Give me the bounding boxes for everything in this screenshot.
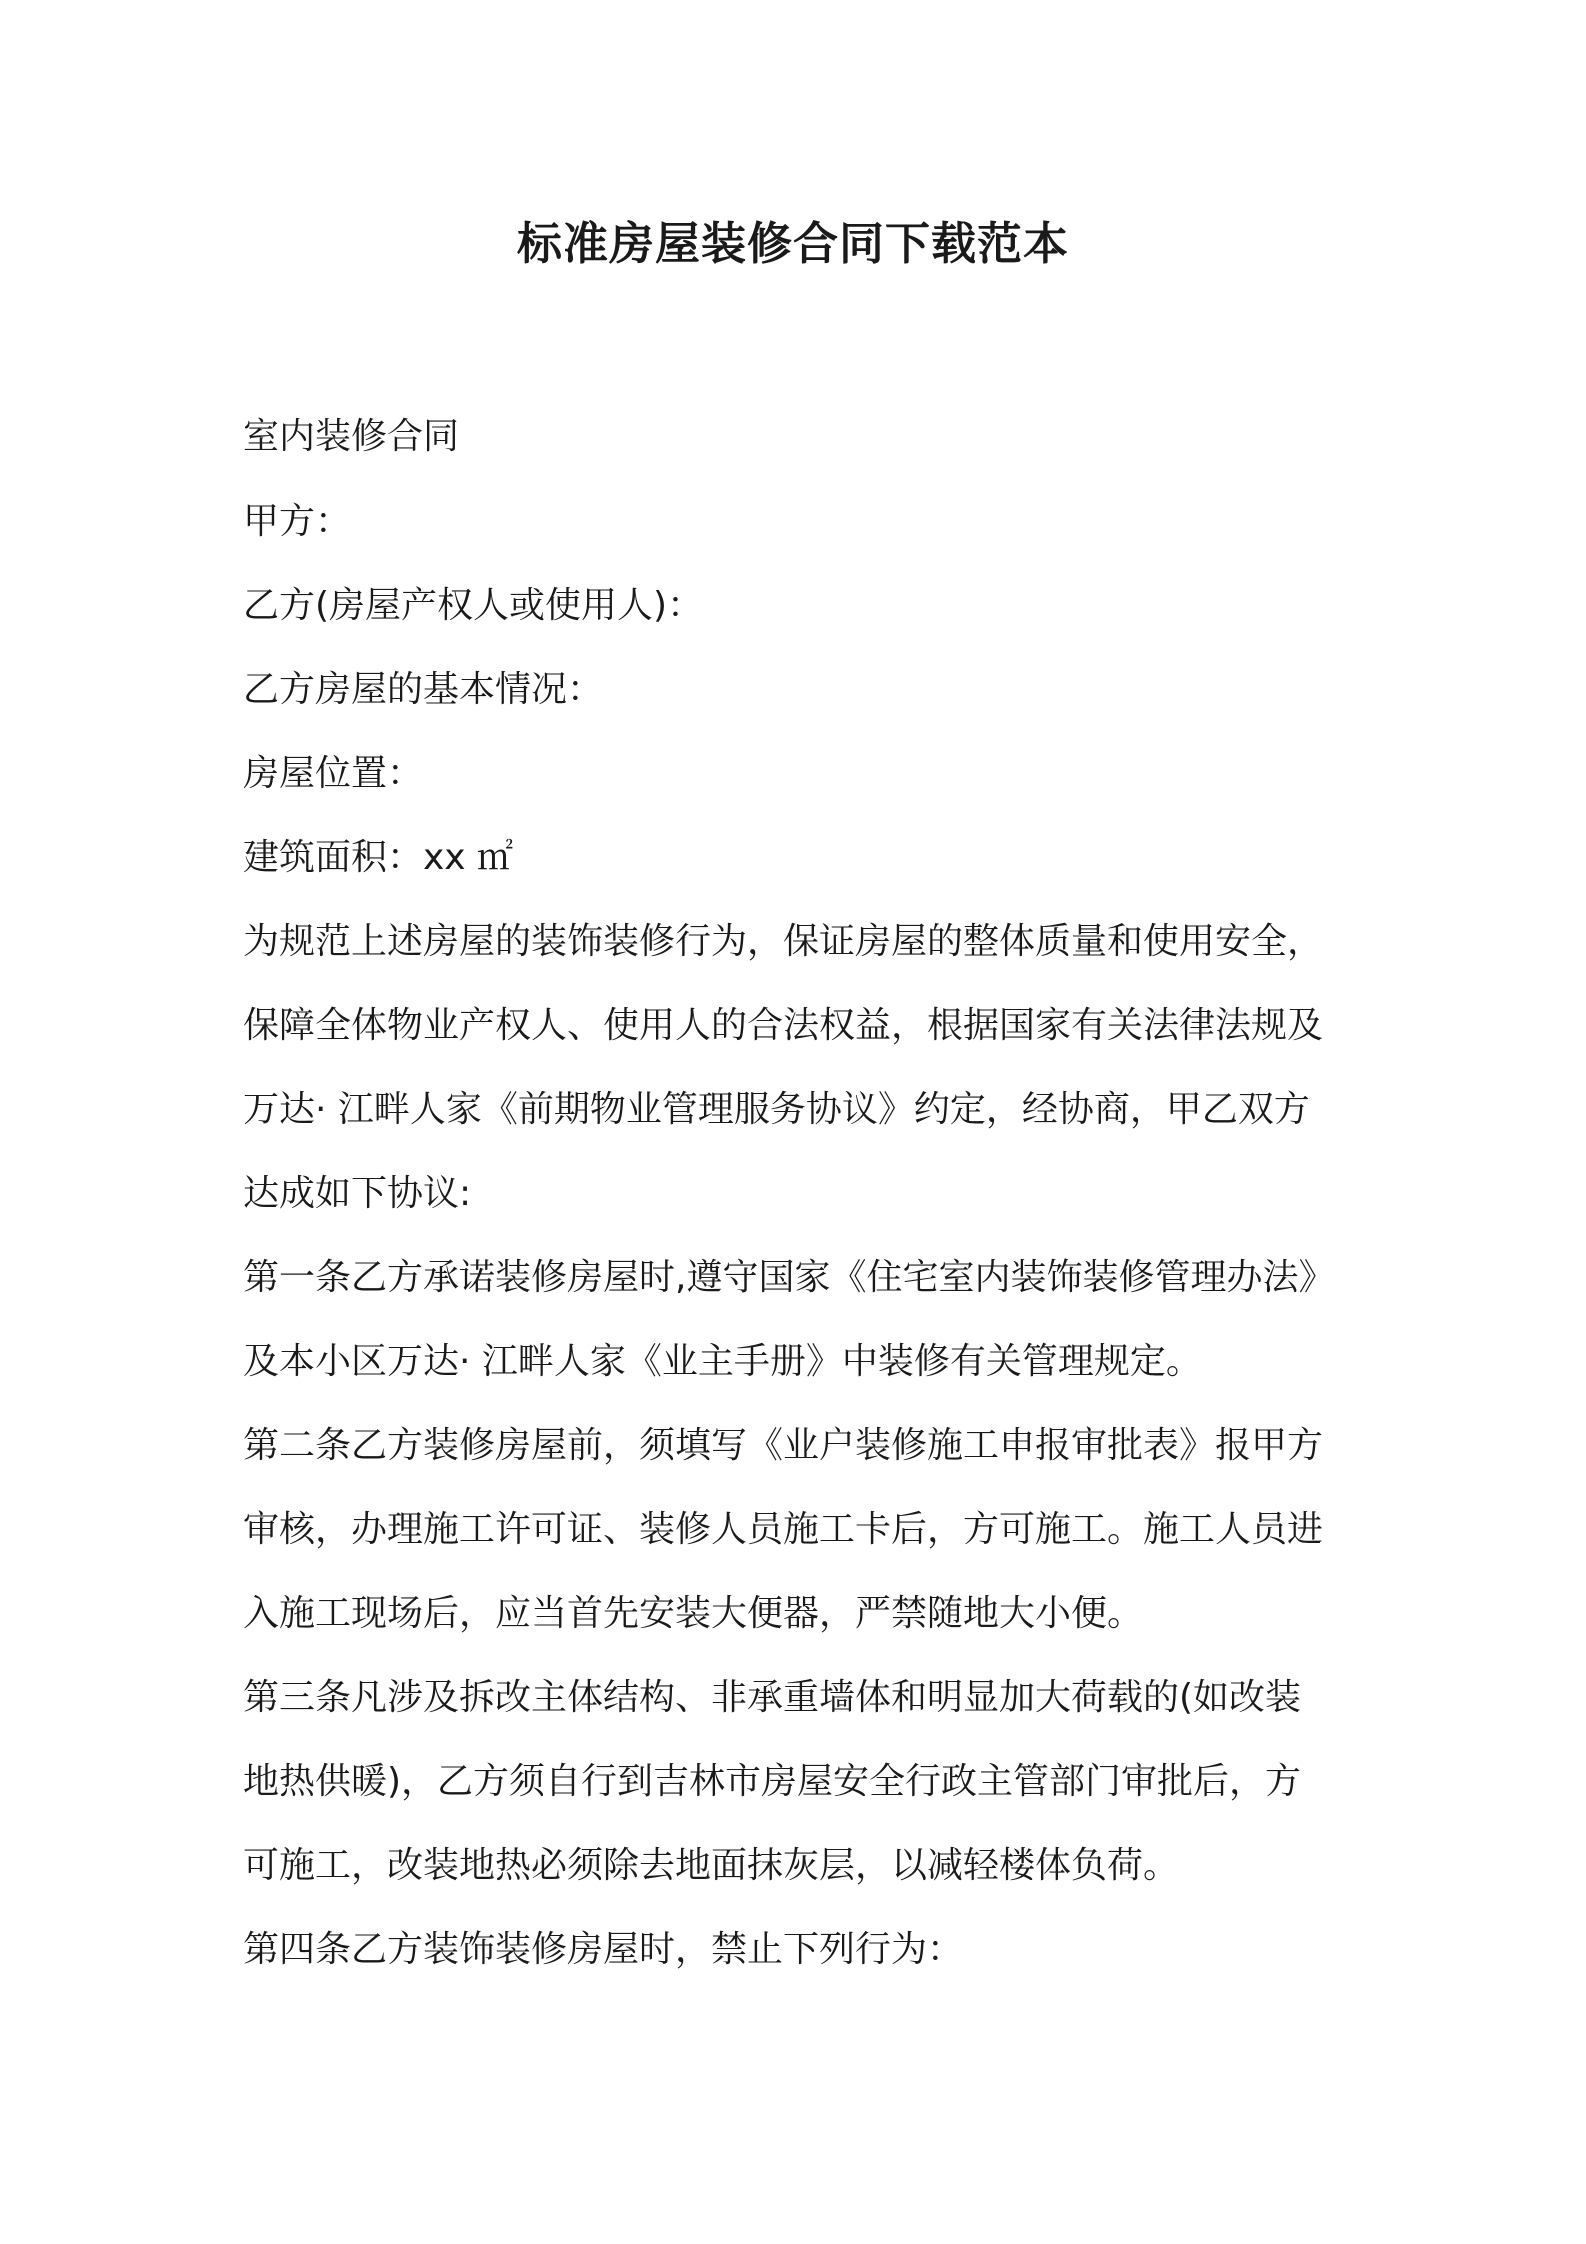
- paragraph-line: 保障全体物业产权人、使用人的合法权益，根据国家有关法律法规及: [243, 1005, 1324, 1046]
- house-info-line: 乙方房屋的基本情况：: [243, 669, 604, 710]
- paragraph-line: 万达· 江畔人家《前期物业管理服务协议》约定，经协商，甲乙双方: [243, 1089, 1310, 1130]
- article-2-line: 入施工现场后，应当首先安装大便器，严禁随地大小便。: [243, 1593, 1144, 1634]
- party-a-line: 甲方：: [243, 501, 352, 542]
- article-3-line: 可施工，改装地热必须除去地面抹灰层，以减轻楼体负荷。: [243, 1845, 1180, 1886]
- house-location-line: 房屋位置：: [243, 753, 424, 794]
- document-title: 标准房屋装修合同下载范本: [516, 217, 1069, 270]
- article-1-line: 第一条乙方承诺装修房屋时,遵守国家《住宅室内装饰装修管理办法》: [243, 1257, 1335, 1298]
- paragraph-line: 为规范上述房屋的装饰装修行为，保证房屋的整体质量和使用安全，: [243, 921, 1324, 962]
- building-area-line: 建筑面积：xx ㎡: [243, 837, 514, 878]
- article-2-line: 审核，办理施工许可证、装修人员施工卡后，方可施工。施工人员进: [243, 1509, 1324, 1550]
- paragraph-line: 达成如下协议:: [243, 1173, 472, 1214]
- article-2-line: 第二条乙方装修房屋前，须填写《业户装修施工申报审批表》报甲方: [243, 1425, 1324, 1466]
- article-3-line: 地热供暖)，乙方须自行到吉林市房屋安全行政主管部门审批后，方: [243, 1761, 1302, 1802]
- article-4-line: 第四条乙方装饰装修房屋时，禁止下列行为：: [243, 1929, 964, 1970]
- contract-heading: 室内装修合同: [243, 416, 460, 457]
- article-1-line: 及本小区万达· 江畔人家《业主手册》中装修有关管理规定。: [243, 1341, 1202, 1382]
- article-3-line: 第三条凡涉及拆改主体结构、非承重墙体和明显加大荷载的(如改装: [243, 1677, 1302, 1718]
- party-b-line: 乙方(房屋产权人或使用人)：: [243, 585, 704, 626]
